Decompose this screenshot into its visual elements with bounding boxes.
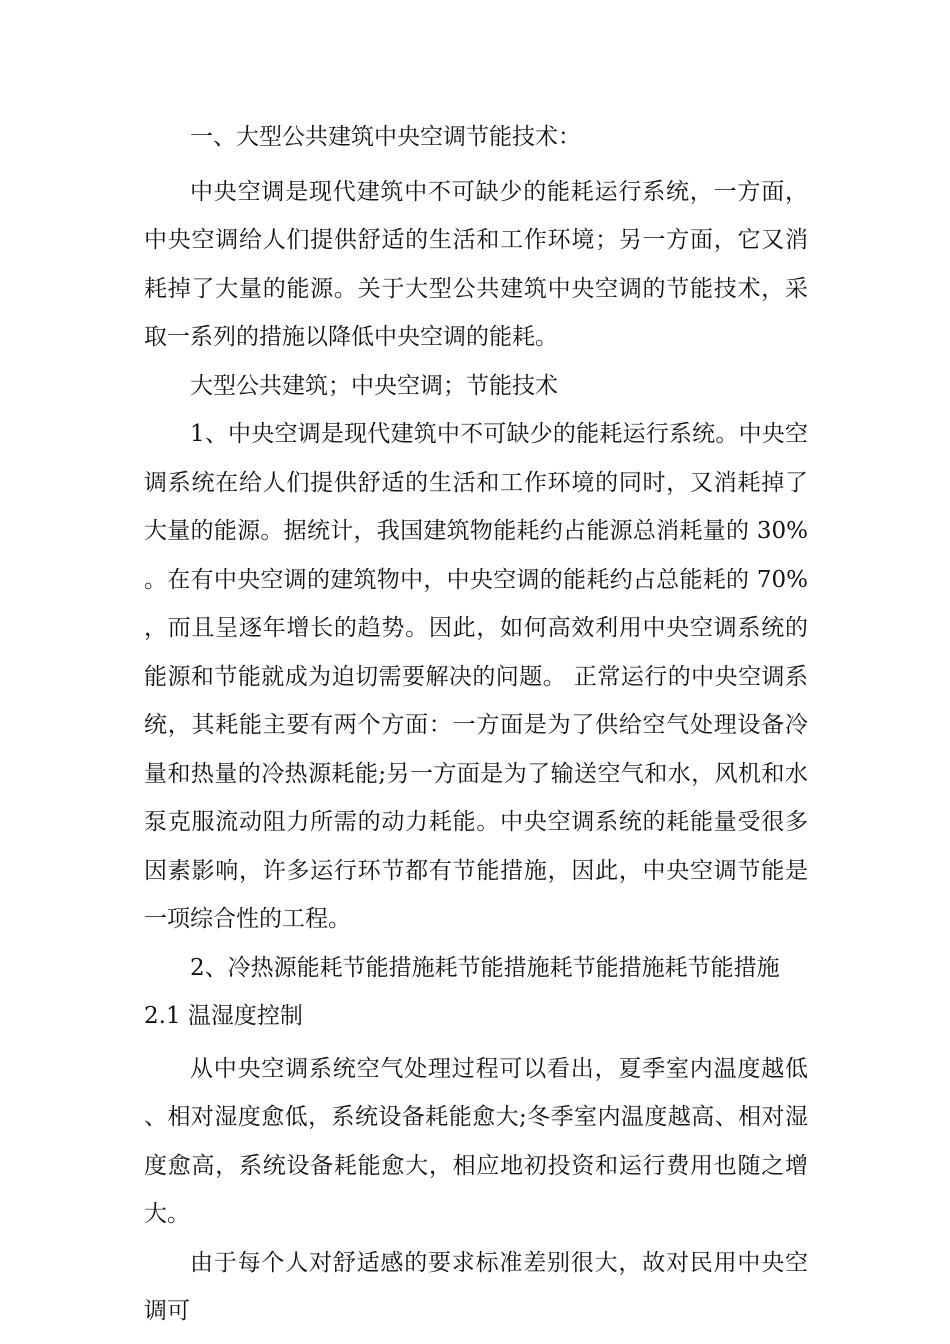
- subheading-2-1: 2.1 温湿度控制: [144, 1003, 303, 1029]
- section-heading: 一、大型公共建筑中央空调节能技术：: [190, 124, 581, 150]
- paragraph-comfort-standard: 由于每个人对舒适感的要求标准差别很大，故对民用中央空调可: [144, 1249, 808, 1324]
- document-body: [144, 113, 808, 1336]
- paragraph-temperature-control: 从中央空调系统空气处理过程可以看出，夏季室内温度越低、相对湿度愈低，系统设备耗能愈大;冬季室内温度越高、相对湿度愈高，系统设备耗能愈大，相应地初投资和运行费用也随之增大。: [144, 1055, 808, 1227]
- paragraph-intro: 中央空调是现代建筑中不可缺少的能耗运行系统，一方面，中央空调给人们提供舒适的生活和工作环境；另一方面，它又消耗掉了大量的能源。关于大型公共建筑中央空调的节能技术，采取一系列的措施以降低中央空调的能耗。: [144, 178, 808, 350]
- paragraph-keywords: 大型公共建筑；中央空调；节能技术: [190, 372, 558, 399]
- paragraph-section-1: 1、中央空调是现代建筑中不可缺少的能耗运行系统。中央空调系统在给人们提供舒适的生活和工作环境的同时，又消耗掉了大量的能源。据统计，我国建筑物能耗约占能源总消耗量的 30%。在有中央空调的建筑物中，中央空调的能耗约占总能耗的 70%，而且呈逐年增长的趋势。因此，如何高效利用中央空调系统的能源和节能就成为迫切需要解决的问题。 正常运行的中央空调系统，其耗能主要有两个方面：一方面是为了供给空气处理设备冷量和热量的冷热源耗能;另一方面是为了输送空气和水，风机和水泵克服流动阻力所需的动力耗能。中央空调系统的耗能量受很多因素影响，许多运行环节都有节能措施，因此，中央空调节能是一项综合性的工程。: [144, 421, 808, 932]
- paragraph-section-2-title: 2、冷热源能耗节能措施耗节能措施耗节能措施耗节能措施: [190, 954, 780, 981]
